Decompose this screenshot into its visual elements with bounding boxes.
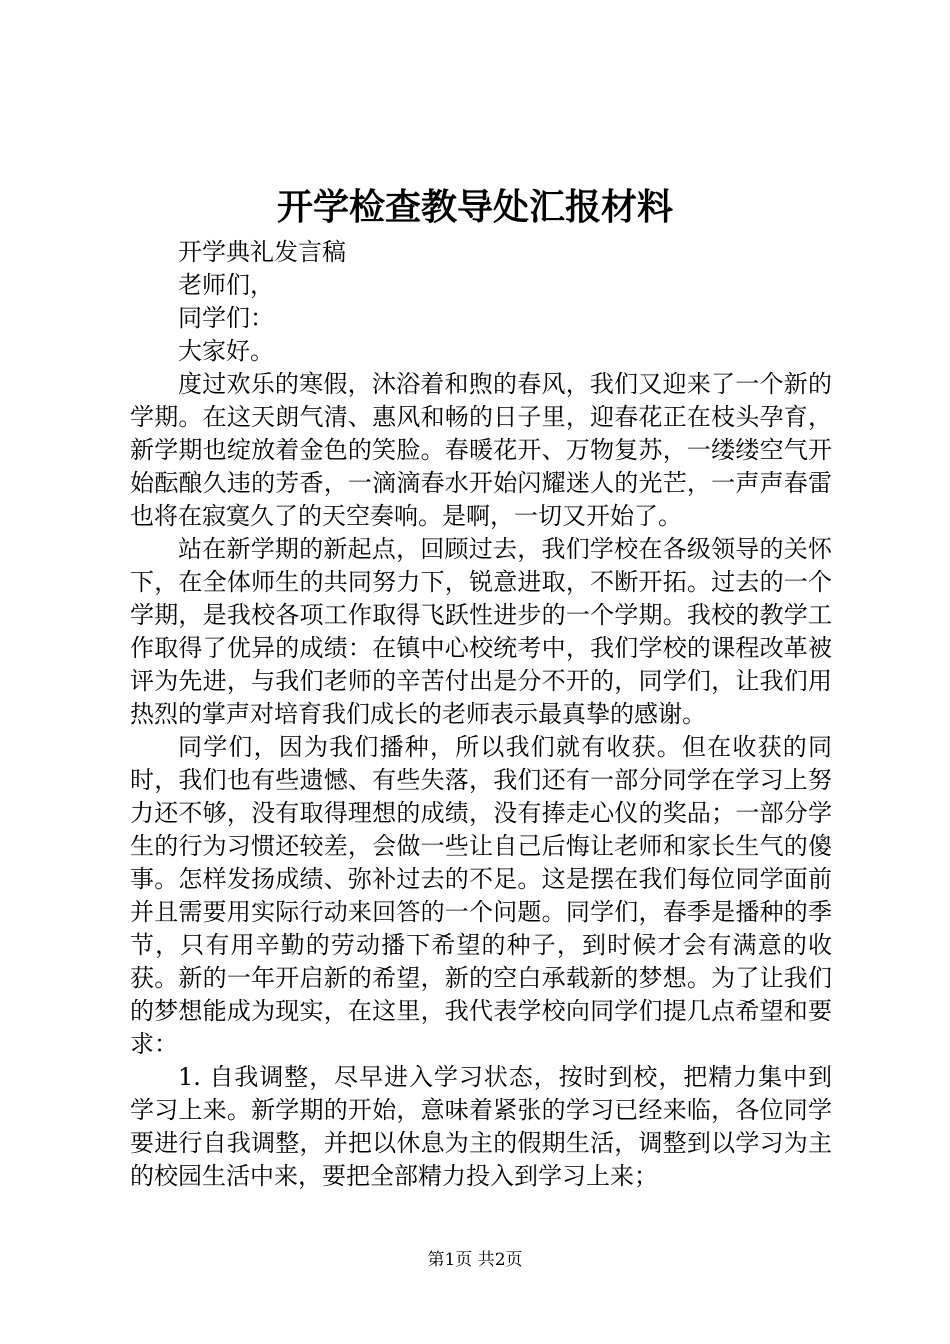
paragraph-body: 同学们，因为我们播种，所以我们就有收获。但在收获的同时，我们也有些遗憾、有些失落，我们还有一部分同学在学习上努力还不够，没有取得理想的成绩，没有捧走心仪的奖品；一部分学生的行为习惯还较差，会做一些让自己后悔让老师和家长生气的傻事。怎样发扬成绩、弥补过去的不足。这是摆在我们每位同学面前并且需要用实际行动来回答的一个问题。同学们，春季是播种的季节，只有用辛勤的劳动播下希望的种子，到时候才会有满意的收获。新的一年开启新的希望，新的空白承载新的梦想。为了让我们的梦想能成为现实，在这里，我代表学校向同学们提几点希望和要求：: [130, 733, 832, 1058]
paragraph-salutation-students: 同学们：: [178, 304, 274, 332]
document-title: 开学检查教导处汇报材料: [276, 186, 673, 228]
paragraph-heading: 开学典礼发言稿: [178, 238, 346, 266]
paragraph-salutation-teachers: 老师们，: [178, 271, 274, 299]
page-number-footer: 第1页 共2页: [427, 1250, 523, 1270]
document-body: [130, 236, 832, 1193]
paragraph-body: 度过欢乐的寒假，沐浴着和煦的春风，我们又迎来了一个新的学期。在这天朗气清、惠风和畅的日子里，迎春花正在枝头孕育，新学期也绽放着金色的笑脸。春暖花开、万物复苏，一缕缕空气开始酝酿久违的芳香，一滴滴春水开始闪耀迷人的光芒，一声声春雷也将在寂寞久了的天空奏响。是啊，一切又开始了。: [130, 370, 832, 530]
paragraph-body: 站在新学期的新起点，回顾过去，我们学校在各级领导的关怀下，在全体师生的共同努力下，锐意进取，不断开拓。过去的一个学期，是我校各项工作取得飞跃性进步的一个学期。我校的教学工作取得了优异的成绩：在镇中心校统考中，我们学校的课程改革被评为先进，与我们老师的辛苦付出是分不开的，同学们，让我们用热烈的掌声对培育我们成长的老师表示最真挚的感谢。: [130, 535, 832, 728]
paragraph-greeting: 大家好。: [178, 337, 274, 365]
paragraph-body: 1. 自我调整，尽早进入学习状态，按时到校，把精力集中到学习上来。新学期的开始，意味着紧张的学习已经来临，各位同学要进行自我调整，并把以休息为主的假期生活，调整到以学习为主的校园生活中来，要把全部精力投入到学习上来；: [130, 1063, 832, 1190]
